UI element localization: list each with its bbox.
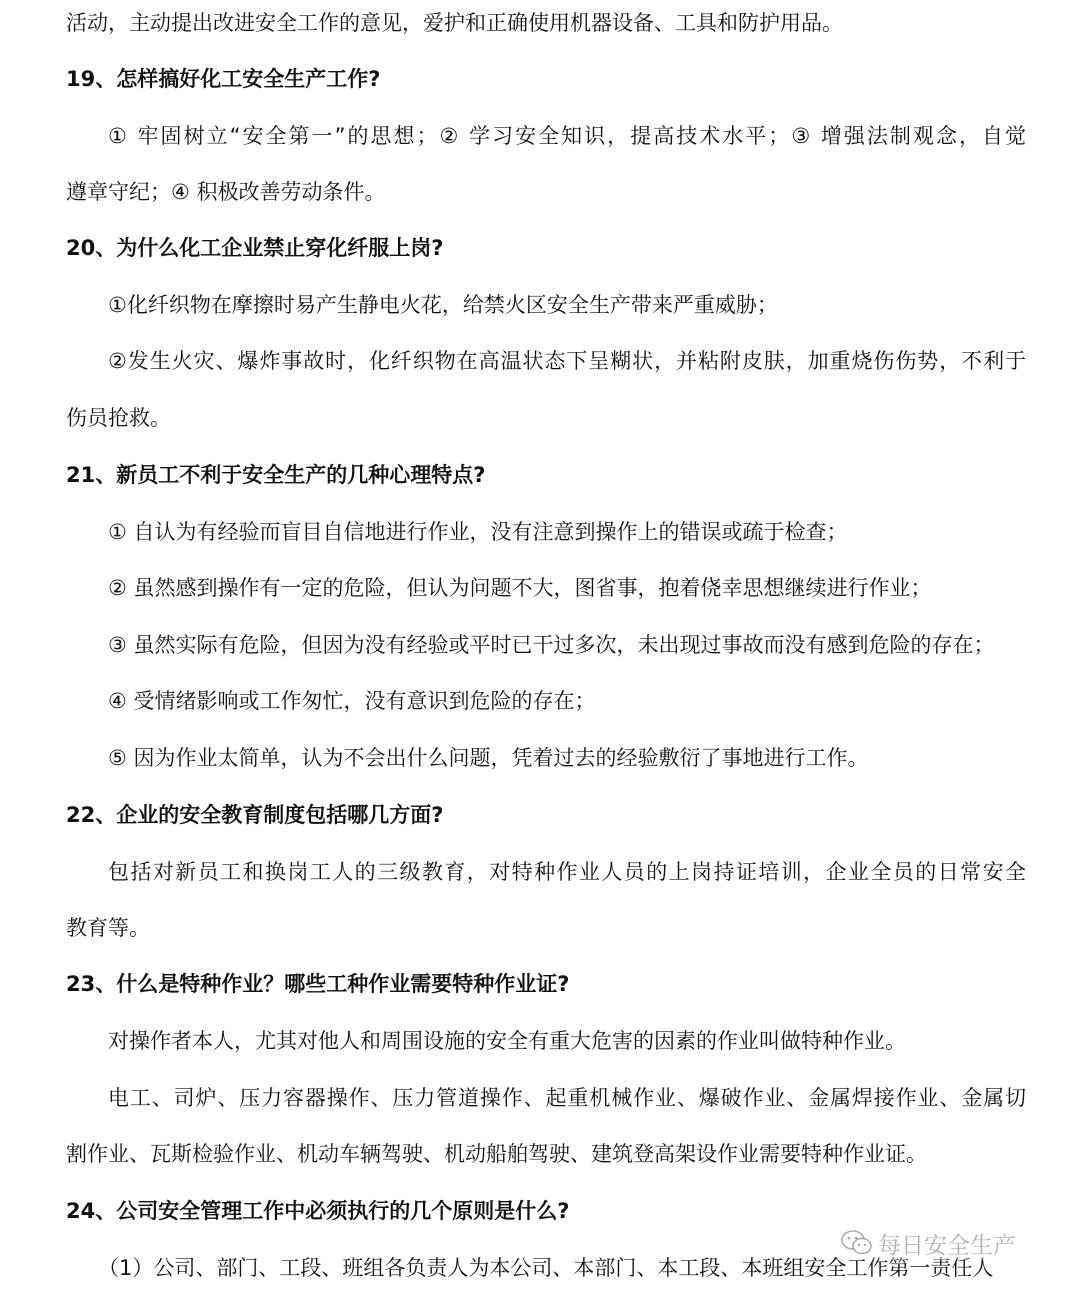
paragraph-line: 遵章守纪；④ 积极改善劳动条件。 [66,180,386,204]
paragraph-line: （1）公司、部门、工段、班组各负责人为本公司、本部门、本工段、本班组安全工作第一责任人 [98,1256,994,1280]
list-item: ③ 虽然实际有危险，但因为没有经验或平时已干过多次，未出现过事故而没有感到危险的存在； [108,633,995,657]
paragraph-line: 教育等。 [66,916,150,940]
question-heading-22: 22、企业的安全教育制度包括哪几方面? [66,803,444,827]
paragraph-line: 包括对新员工和换岗工人的三级教育，对特种作业人员的上岗持证培训，企业全员的日常安全 [108,860,1026,884]
question-heading-23: 23、什么是特种作业？哪些工种作业需要特种作业证? [66,972,570,996]
question-heading-19: 19、怎样搞好化工安全生产工作? [66,67,381,91]
paragraph-line: ①化纤织物在摩擦时易产生静电火花，给禁火区安全生产带来严重威胁； [108,293,778,317]
question-heading-24: 24、公司安全管理工作中必须执行的几个原则是什么? [66,1199,570,1223]
paragraph-line: 电工、司炉、压力容器操作、压力管道操作、起重机械作业、爆破作业、金属焊接作业、金属切 [108,1086,1026,1110]
wechat-icon [840,1228,874,1258]
list-item: ② 虽然感到操作有一定的危险，但认为问题不大，图省事，抱着侥幸思想继续进行作业； [108,576,932,600]
question-heading-20: 20、为什么化工企业禁止穿化纤服上岗? [66,236,444,260]
list-item: ⑤ 因为作业太简单，认为不会出什么问题，凭着过去的经验敷衍了事地进行工作。 [108,746,869,770]
watermark [840,1226,1016,1260]
watermark-text: 每日安全生产 [878,1232,1016,1259]
paragraph-line: 割作业、瓦斯检验作业、机动车辆驾驶、机动船舶驾驶、建筑登高架设作业需要特种作业证。 [66,1142,927,1166]
paragraph-line: 对操作者本人，尤其对他人和周围设施的安全有重大危害的因素的作业叫做特种作业。 [108,1029,906,1053]
list-item: ① 自认为有经验而盲目自信地进行作业，没有注意到操作上的错误或疏于检查； [108,520,848,544]
paragraph-line: 活动，主动提出改进安全工作的意见，爱护和正确使用机器设备、工具和防护用品。 [66,11,843,35]
paragraph-line: ②发生火灾、爆炸事故时，化纤织物在高温状态下呈糊状，并粘附皮肤，加重烧伤伤势，不利于 [108,349,1026,373]
list-item: ④ 受情绪影响或工作匆忙，没有意识到危险的存在； [108,689,596,713]
question-heading-21: 21、新员工不利于安全生产的几种心理特点? [66,463,486,487]
paragraph-line: ① 牢固树立“安全第一”的思想；② 学习安全知识，提高技术水平；③ 增强法制观念，自觉 [108,124,1026,148]
paragraph-line: 伤员抢救。 [66,406,171,430]
